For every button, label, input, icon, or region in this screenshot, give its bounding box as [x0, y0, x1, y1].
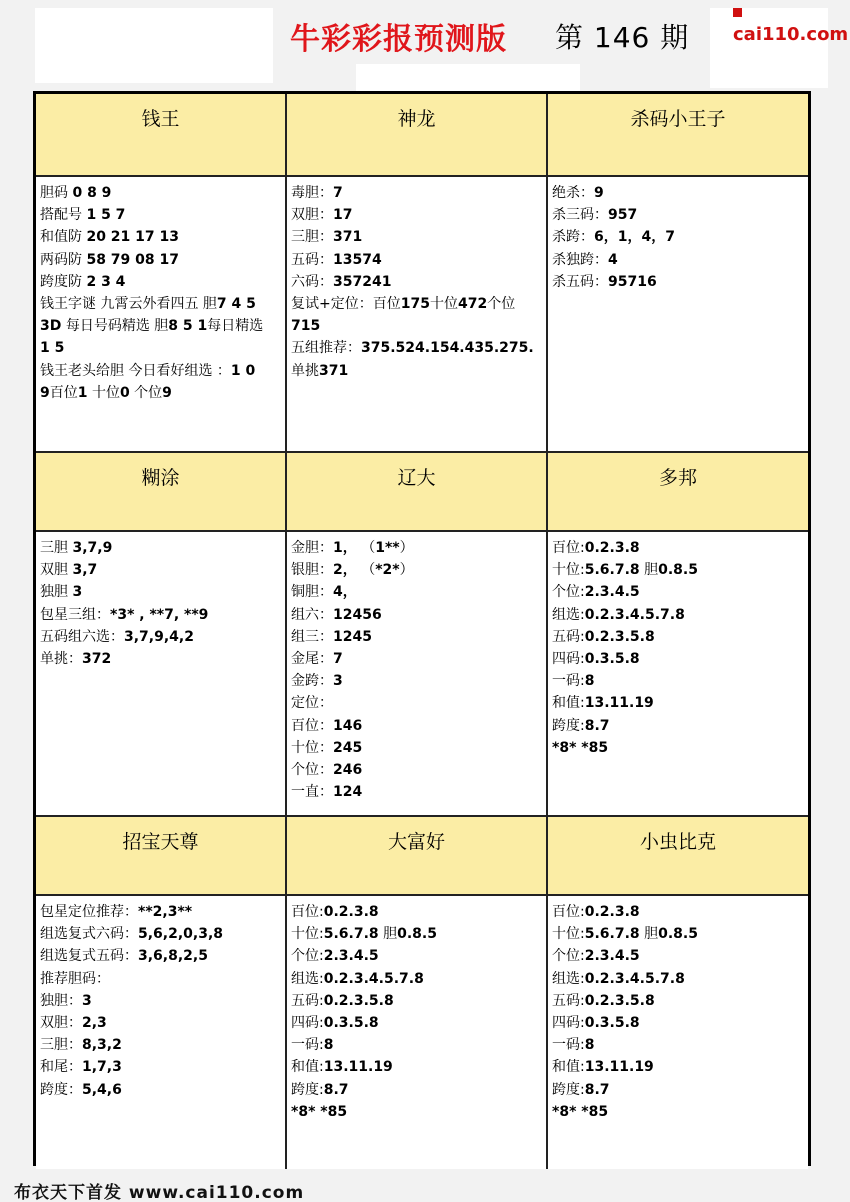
prediction-value: 9: [594, 185, 604, 201]
prediction-value: 472: [457, 296, 488, 313]
prediction-value: 8,3,2: [82, 1037, 122, 1054]
prediction-label: 跨度:: [552, 717, 585, 734]
prediction-line: [40, 648, 283, 670]
prediction-value: 0.3.5.8: [584, 651, 640, 668]
prediction-value: 95716: [608, 273, 657, 290]
prediction-value: 1 5 7: [86, 207, 126, 224]
prediction-value: 5,4,6: [82, 1081, 122, 1098]
prediction-line: [291, 271, 544, 293]
prediction-label: 搭配号: [40, 207, 87, 224]
prediction-line: [291, 204, 544, 226]
prediction-label: 十位: [87, 384, 120, 401]
prediction-line: [291, 737, 544, 759]
prediction-line: [552, 945, 806, 967]
prediction-value: 4: [608, 251, 618, 268]
prediction-line: [552, 990, 806, 1012]
prediction-value: 6，1，4，7: [594, 229, 675, 246]
prediction-content: [548, 896, 808, 1169]
prediction-line: [291, 648, 544, 670]
prediction-value: 3: [72, 584, 83, 601]
expert-name-header: 招宝天尊: [36, 817, 287, 896]
prediction-value: 0.2.3.5.8: [584, 628, 655, 645]
prediction-line: [552, 249, 806, 271]
prediction-line: [291, 990, 544, 1012]
prediction-line: [291, 670, 544, 692]
prediction-line: [40, 1079, 283, 1101]
prediction-line: [40, 990, 283, 1012]
expert-name-header: 钱王: [36, 94, 287, 177]
prediction-line: [291, 315, 544, 337]
prediction-value: 2.3.4.5: [584, 584, 640, 601]
prediction-label: 双胆：: [40, 1015, 82, 1032]
prediction-value: 372: [82, 651, 112, 668]
prediction-value: 3,7,9: [72, 540, 113, 556]
prediction-line: [291, 901, 544, 923]
expert-name-header: 辽大: [287, 453, 548, 532]
prediction-value: 13574: [333, 251, 382, 268]
prediction-label: 胆: [378, 926, 398, 943]
prediction-label: 和值:: [552, 1059, 585, 1076]
prediction-line: [552, 1079, 806, 1101]
prediction-label: 和值防: [40, 229, 87, 246]
prediction-line: [552, 901, 806, 923]
prediction-value: 13.11.19: [323, 1059, 393, 1076]
prediction-line: [40, 182, 283, 204]
prediction-value: 13.11.19: [584, 695, 654, 712]
prediction-line: [40, 315, 283, 337]
prediction-line: [552, 737, 806, 759]
prediction-label: 组选:: [552, 970, 585, 987]
prediction-label: 个位: [487, 296, 516, 313]
prediction-value: 124: [333, 784, 363, 801]
prediction-label: 十位:: [552, 562, 585, 579]
prediction-value: 2.3.4.5: [584, 948, 640, 965]
prediction-content: [36, 532, 287, 817]
prediction-value: 1,7,3: [82, 1059, 122, 1076]
prediction-value: 0.8.5: [397, 926, 437, 943]
prediction-label: 百位: [49, 384, 78, 401]
prediction-label: 百位:: [552, 540, 585, 556]
prediction-label: 个位:: [552, 584, 585, 601]
prediction-line: [40, 271, 283, 293]
prediction-value: 0.3.5.8: [323, 1015, 379, 1032]
prediction-line: [291, 945, 544, 967]
prediction-line: [40, 604, 283, 626]
prediction-value: **2,3**: [138, 904, 193, 920]
prediction-label: 组三：: [291, 628, 333, 645]
prediction-label: 钱王字谜 九霄云外看四五 胆: [40, 296, 217, 313]
prediction-label: 一直：: [291, 784, 333, 801]
prediction-value: 0.2.3.4.5.7.8: [584, 970, 685, 987]
prediction-label: （: [356, 562, 376, 579]
prediction-label: 十位: [429, 296, 458, 313]
prediction-line: [40, 1012, 283, 1034]
prediction-line: [291, 759, 544, 781]
issue-number: 第 146 期: [555, 21, 690, 54]
site-logo[interactable]: [733, 3, 850, 45]
prediction-value: 9: [162, 384, 172, 401]
prediction-label: 杀跨：: [552, 229, 594, 246]
prediction-value: 13.11.19: [584, 1059, 654, 1076]
prediction-line: [552, 715, 806, 737]
prediction-line: [291, 537, 544, 559]
expert-name-header: 糊涂: [36, 453, 287, 532]
prediction-line: [291, 337, 544, 359]
prediction-label: 三胆: [40, 540, 73, 556]
prediction-label: 跨度：: [40, 1081, 82, 1098]
prediction-content: [548, 177, 808, 453]
prediction-line: [291, 923, 544, 945]
prediction-label: 四码:: [552, 651, 585, 668]
prediction-line: [552, 559, 806, 581]
prediction-value: 2，: [333, 562, 357, 579]
prediction-value: 357241: [333, 273, 392, 290]
prediction-label: 金胆：: [291, 540, 333, 556]
prediction-value: 8: [323, 1037, 334, 1054]
prediction-label: 胆: [639, 562, 659, 579]
prediction-value: 245: [333, 739, 363, 756]
prediction-label: 组选:: [291, 970, 324, 987]
prediction-line: [552, 226, 806, 248]
prediction-label: 组选:: [552, 606, 585, 623]
redacted-block-center: [356, 64, 580, 92]
prediction-value: *2*: [375, 562, 400, 579]
prediction-value: *8* *85: [552, 1103, 609, 1120]
prediction-content: [548, 532, 808, 817]
prediction-label: 银胆：: [291, 562, 333, 579]
prediction-line: [291, 626, 544, 648]
prediction-value: 0: [119, 384, 130, 401]
prediction-label: 一码:: [552, 673, 585, 690]
prediction-label: 四码:: [291, 1015, 324, 1032]
prediction-label: 两码防: [40, 251, 87, 268]
prediction-label: 三胆：: [291, 229, 333, 246]
prediction-line: [291, 1056, 544, 1078]
prediction-value: 1**: [375, 540, 400, 556]
prediction-label: ）: [399, 540, 414, 556]
prediction-line: [552, 537, 806, 559]
prediction-value: 8.7: [584, 1081, 610, 1098]
prediction-value: 12456: [333, 606, 382, 623]
prediction-line: [40, 945, 283, 967]
prediction-value: 371: [319, 362, 349, 379]
prediction-line: [291, 581, 544, 603]
prediction-label: 一码:: [291, 1037, 324, 1054]
prediction-line: [291, 1012, 544, 1034]
prediction-label: 个位：: [291, 762, 333, 779]
prediction-label: 六码：: [291, 273, 333, 290]
prediction-label: 金尾：: [291, 651, 333, 668]
prediction-label: 包星三组：: [40, 606, 110, 623]
prediction-label: 绝杀：: [552, 185, 594, 201]
prediction-line: [552, 1034, 806, 1056]
prediction-line: [291, 1101, 544, 1123]
prediction-value: 146: [333, 717, 363, 734]
expert-name-header: 多邦: [548, 453, 808, 532]
prediction-label: 包星定位推荐：: [40, 904, 138, 920]
prediction-value: 7 4 5: [216, 296, 256, 313]
prediction-value: *8* *85: [291, 1103, 348, 1120]
prediction-line: [40, 226, 283, 248]
prediction-value: 5.6.7.8: [584, 562, 640, 579]
prediction-label: 跨度:: [552, 1081, 585, 1098]
prediction-value: 0.2.3.5.8: [584, 992, 655, 1009]
prediction-value: 3D: [40, 318, 62, 335]
prediction-value: 2 3 4: [86, 273, 126, 290]
prediction-line: [40, 1056, 283, 1078]
prediction-label: 百位:: [291, 904, 324, 920]
prediction-value: 0.8.5: [658, 562, 698, 579]
prediction-value: 8 5 1: [168, 318, 208, 335]
prediction-label: 五码：: [291, 251, 333, 268]
prediction-value: 1245: [333, 628, 372, 645]
prediction-value: 3,7,9,4,2: [124, 628, 194, 645]
prediction-line: [40, 204, 283, 226]
prediction-line: [291, 604, 544, 626]
prediction-label: 每日精选: [207, 318, 264, 335]
prediction-label: 五码:: [291, 992, 324, 1009]
prediction-line: [552, 604, 806, 626]
prediction-value: 58 79 08 17: [86, 251, 180, 268]
prediction-label: 推荐胆码：: [40, 970, 110, 987]
prediction-line: [291, 249, 544, 271]
prediction-value: 8.7: [584, 717, 610, 734]
prediction-label: 杀独跨：: [552, 251, 608, 268]
prediction-value: 5.6.7.8: [323, 926, 379, 943]
prediction-value: 1: [77, 384, 88, 401]
prediction-value: 9: [40, 384, 50, 401]
prediction-value: 957: [608, 207, 638, 224]
prediction-content: [287, 896, 548, 1169]
prediction-line: [552, 204, 806, 226]
prediction-label: 单挑: [291, 362, 319, 379]
prediction-value: 7: [333, 651, 343, 668]
prediction-line: [291, 1079, 544, 1101]
expert-name-header: 大富好: [287, 817, 548, 896]
prediction-label: 毒胆：: [291, 185, 333, 201]
prediction-label: 和值:: [552, 695, 585, 712]
prediction-value: 0.8.5: [658, 926, 698, 943]
prediction-line: [40, 626, 283, 648]
prediction-label: 三胆：: [40, 1037, 82, 1054]
prediction-line: [552, 968, 806, 990]
bullet-icon: [733, 8, 742, 17]
expert-name-header: 神龙: [287, 94, 548, 177]
prediction-line: [291, 360, 544, 382]
expert-name-header: 杀码小王子: [548, 94, 808, 177]
prediction-line: [291, 1034, 544, 1056]
prediction-value: 20 21 17 13: [86, 229, 180, 246]
prediction-line: [552, 271, 806, 293]
prediction-value: 0.3.5.8: [584, 1015, 640, 1032]
prediction-value: 0.2.3.8: [584, 540, 640, 556]
prediction-value: 371: [333, 229, 363, 246]
prediction-label: 十位:: [552, 926, 585, 943]
prediction-line: [291, 559, 544, 581]
prediction-line: [40, 537, 283, 559]
prediction-label: 个位: [129, 384, 163, 401]
prediction-label: 杀五码：: [552, 273, 608, 290]
prediction-content: [36, 896, 287, 1169]
prediction-line: [291, 226, 544, 248]
prediction-line: [552, 923, 806, 945]
prediction-line: [552, 1056, 806, 1078]
prediction-line: [291, 715, 544, 737]
prediction-value: 175: [400, 296, 430, 313]
prediction-content: [36, 177, 287, 453]
prediction-value: 0.2.3.8: [584, 904, 640, 920]
prediction-label: 双胆: [40, 562, 73, 579]
prediction-label: 个位:: [552, 948, 585, 965]
prediction-grid: [33, 91, 811, 1166]
prediction-line: [40, 901, 283, 923]
prediction-line: [291, 692, 544, 714]
prediction-label: ）: [399, 562, 414, 579]
prediction-line: [40, 337, 283, 359]
prediction-value: 0.2.3.4.5.7.8: [323, 970, 424, 987]
site-label: cai110.com: [733, 24, 849, 45]
prediction-label: 胆码: [40, 185, 73, 201]
prediction-label: 百位：: [291, 717, 333, 734]
prediction-value: 8: [584, 1037, 595, 1054]
prediction-label: 跨度:: [291, 1081, 324, 1098]
prediction-line: [552, 648, 806, 670]
prediction-line: [552, 626, 806, 648]
prediction-line: [40, 968, 283, 990]
prediction-line: [552, 1012, 806, 1034]
prediction-value: 1，: [333, 540, 357, 556]
prediction-value: 246: [333, 762, 363, 779]
redacted-block-left: [35, 8, 273, 83]
prediction-label: 组选复式五码：: [40, 948, 138, 965]
prediction-line: [291, 968, 544, 990]
prediction-label: 杀三码：: [552, 207, 608, 224]
prediction-label: 五码组六选：: [40, 628, 124, 645]
prediction-line: [552, 692, 806, 714]
prediction-value: *3* , **7, **9: [110, 606, 209, 623]
prediction-value: 3,7: [72, 562, 98, 579]
prediction-value: 8.7: [323, 1081, 349, 1098]
prediction-label: 和尾：: [40, 1059, 82, 1076]
prediction-label: 组选复式六码：: [40, 926, 138, 943]
prediction-value: 1 5: [40, 340, 65, 357]
prediction-label: 金跨：: [291, 673, 333, 690]
prediction-line: [40, 1034, 283, 1056]
prediction-value: *8* *85: [552, 739, 609, 756]
prediction-line: [40, 293, 283, 315]
prediction-value: 3: [333, 673, 343, 690]
footer-text: 布衣天下首发 www.cai110.com: [14, 1183, 305, 1202]
prediction-label: 四码:: [552, 1015, 585, 1032]
prediction-label: 胆: [639, 926, 659, 943]
prediction-content: [287, 532, 548, 817]
prediction-label: 一码:: [552, 1037, 585, 1054]
prediction-value: 3,6,8,2,5: [138, 948, 208, 965]
prediction-line: [40, 559, 283, 581]
prediction-value: 0 8 9: [72, 185, 112, 201]
prediction-label: （: [356, 540, 376, 556]
prediction-label: 铜胆：: [291, 584, 333, 601]
prediction-line: [291, 293, 544, 315]
prediction-content: [287, 177, 548, 453]
prediction-value: 375.524.154.435.275.: [361, 340, 534, 357]
prediction-label: 五码:: [552, 628, 585, 645]
prediction-line: [40, 360, 283, 382]
prediction-line: [552, 1101, 806, 1123]
prediction-label: 独胆：: [40, 992, 82, 1009]
prediction-line: [552, 182, 806, 204]
prediction-label: 双胆：: [291, 207, 333, 224]
prediction-line: [552, 581, 806, 603]
prediction-value: 4，: [333, 584, 357, 601]
prediction-label: 独胆: [40, 584, 73, 601]
prediction-line: [40, 382, 283, 404]
prediction-value: 0.2.3.5.8: [323, 992, 394, 1009]
prediction-line: [291, 182, 544, 204]
prediction-value: 2.3.4.5: [323, 948, 379, 965]
prediction-line: [552, 670, 806, 692]
prediction-label: 组六：: [291, 606, 333, 623]
prediction-line: [40, 581, 283, 603]
prediction-value: 0.2.3.8: [323, 904, 379, 920]
prediction-label: 十位：: [291, 739, 333, 756]
prediction-label: 个位:: [291, 948, 324, 965]
prediction-label: 定位：: [291, 695, 333, 712]
prediction-value: 8: [584, 673, 595, 690]
prediction-label: 复试+定位：百位: [291, 296, 401, 313]
prediction-value: 3: [82, 992, 92, 1009]
prediction-value: 7: [333, 185, 343, 201]
prediction-value: 0.2.3.4.5.7.8: [584, 606, 685, 623]
page-title: 牛彩彩报预测版: [290, 22, 507, 57]
prediction-label: 跨度防: [40, 273, 87, 290]
expert-name-header: 小虫比克: [548, 817, 808, 896]
prediction-value: 715: [291, 318, 321, 335]
prediction-label: 五组推荐：: [291, 340, 361, 357]
prediction-label: 十位:: [291, 926, 324, 943]
prediction-line: [291, 781, 544, 803]
prediction-label: 和值:: [291, 1059, 324, 1076]
prediction-value: 2,3: [82, 1015, 107, 1032]
prediction-label: 钱王老头给胆 今日看好组选 ：: [40, 362, 231, 379]
prediction-line: [40, 249, 283, 271]
prediction-line: [40, 923, 283, 945]
prediction-value: 5.6.7.8: [584, 926, 640, 943]
prediction-label: 每日号码精选 胆: [61, 318, 169, 335]
prediction-label: 百位:: [552, 904, 585, 920]
prediction-label: 五码:: [552, 992, 585, 1009]
prediction-value: 17: [333, 207, 353, 224]
prediction-value: 1 0: [230, 362, 256, 379]
prediction-label: 单挑：: [40, 651, 82, 668]
prediction-value: 5,6,2,0,3,8: [138, 926, 224, 943]
